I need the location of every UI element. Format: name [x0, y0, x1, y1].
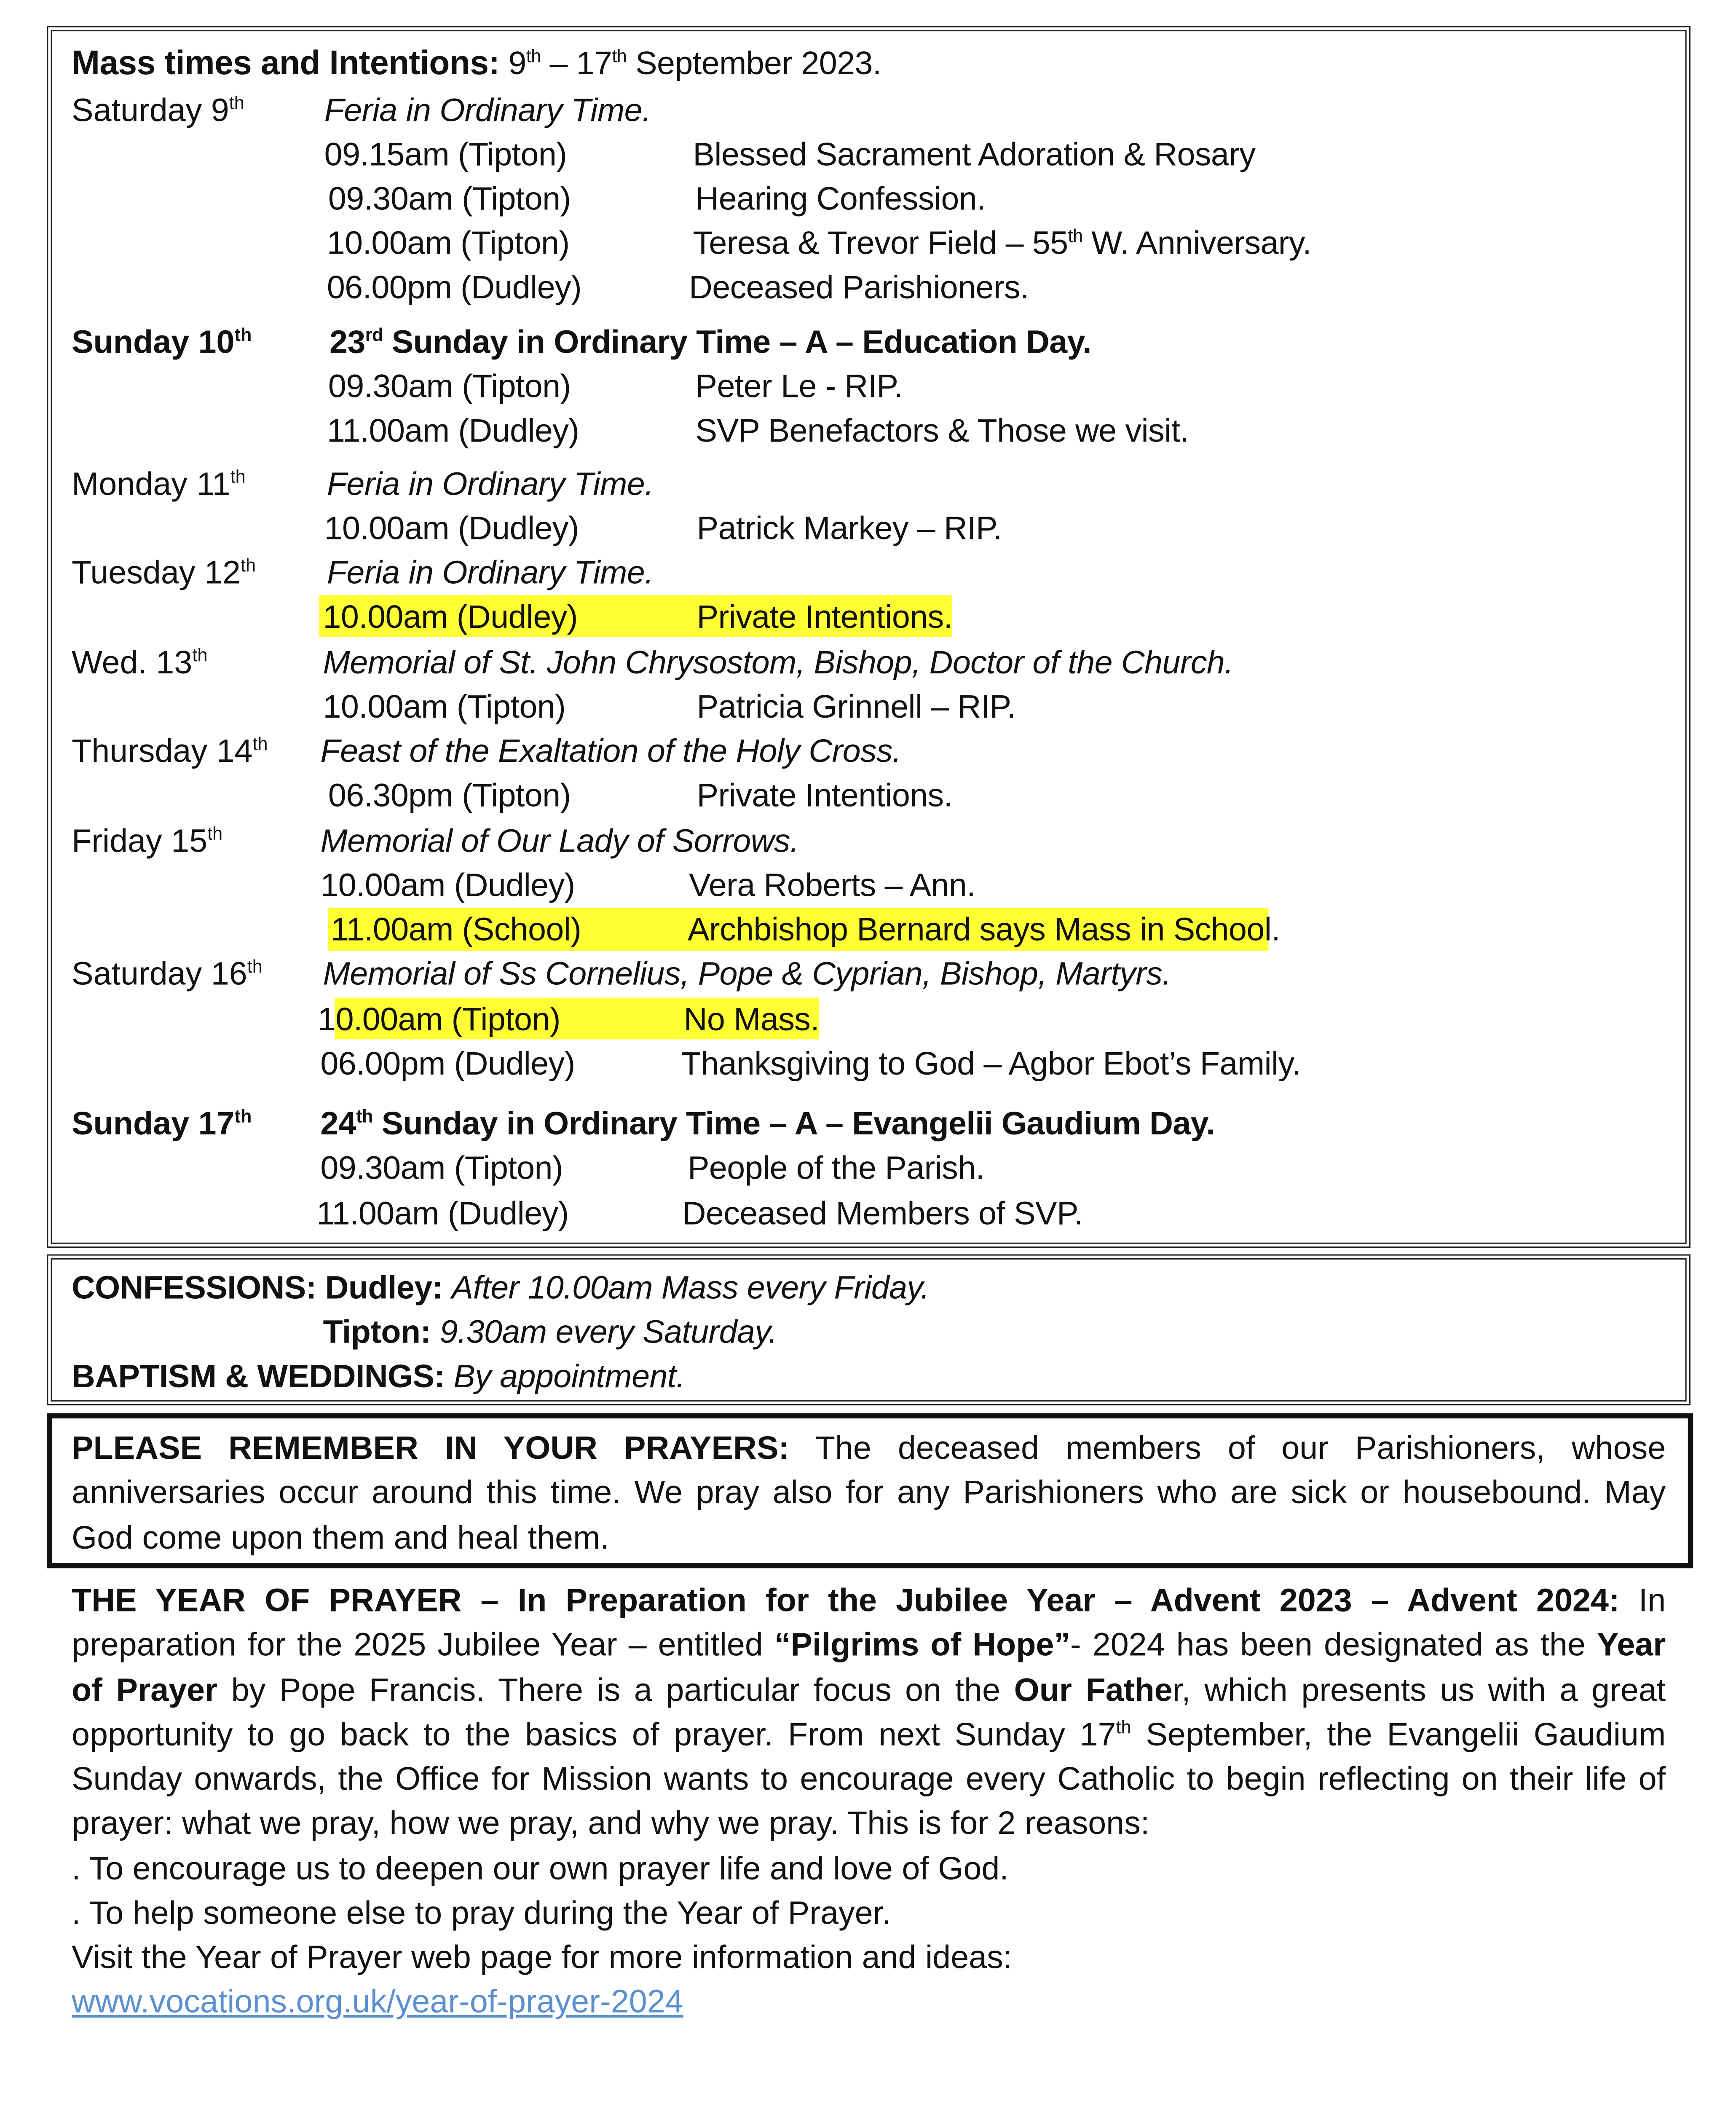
text-span: W. Anniversary. [1082, 225, 1312, 262]
dudley-text: After 10.00am Mass every Friday. [451, 1270, 930, 1307]
ordinal-suffix: th [240, 554, 256, 576]
day-label [72, 952, 263, 996]
mass-intention [688, 908, 1280, 952]
ordinal-suffix: th [1116, 1716, 1131, 1737]
mass-time: 11.00am (School) [331, 911, 581, 949]
ordinal-suffix: rd [365, 324, 383, 345]
text-span: by Pope Francis. There is a particular focus on the [217, 1672, 1014, 1709]
text-span: Saturday 16 [71, 956, 247, 993]
mass-intention: Blessed Sacrament Adoration & Rosary [693, 137, 1256, 174]
text-span: Sunday 17 [71, 1106, 235, 1142]
baptism-weddings [72, 1355, 685, 1399]
prayers-text: The deceased members of our Parishioners, whose anniversaries occur around this time. We pray also for any Parishioners who are sick or housebound. May God come upon them and heal them. [71, 1430, 1666, 1556]
text-span: Sunday 10 [71, 324, 235, 361]
dudley-label: Dudley: [325, 1270, 443, 1307]
ordinal-suffix: th [207, 823, 223, 844]
day-label [72, 641, 208, 685]
confessions-label: CONFESSIONS: [71, 1270, 316, 1307]
day-description [320, 1102, 1215, 1146]
day-description: Feria in Ordinary Time. [324, 92, 651, 129]
mass-intention: Patricia Grinnell – RIP. [697, 689, 1016, 726]
day-description: Feria in Ordinary Time. [327, 555, 654, 592]
day-description: Feria in Ordinary Time. [327, 466, 654, 503]
day-description: Feast of the Exaltation of the Holy Cross. [320, 733, 901, 770]
text-span: Teresa & Trevor Field – 55 [693, 225, 1068, 262]
text-span: r, which presents us with a great opportunity to go back to the basics of prayer. From next Sunday 17 [71, 1672, 1666, 1753]
tipton-text: 9.30am every Saturday. [439, 1314, 777, 1351]
our-father-term: Our Fathe [1014, 1672, 1173, 1709]
mass-title-date-end: – 17 [541, 46, 612, 82]
text-span: 24 [320, 1106, 356, 1142]
mass-intention: Private Intentions. [697, 777, 953, 814]
text-span: Friday 15 [71, 823, 208, 860]
mass-time: 11.00am (Dudley) [327, 413, 579, 450]
day-description: Memorial of St. John Chrysostom, Bishop, Doctor of the Church. [323, 644, 1234, 681]
mass-time: 09.30am (Tipton) [328, 368, 571, 405]
mass-intention: No Mass. [683, 1001, 820, 1038]
mass-time: 10.00am (Dudley) [323, 599, 578, 636]
mass-time: 10.00am (Dudley) [320, 867, 575, 904]
mass-times-title [72, 40, 881, 86]
day-description: Memorial of Ss Cornelius, Pope & Cyprian, Bishop, Martyrs. [323, 956, 1171, 993]
day-label [72, 819, 222, 863]
text-span: 1 [318, 1001, 336, 1038]
ordinal-suffix: th [229, 92, 244, 113]
mass-intention: Patrick Markey – RIP. [697, 510, 1002, 547]
mass-time: 06.30pm (Tipton) [328, 777, 571, 814]
text-span: Wed. 13 [71, 644, 193, 681]
day-label [72, 551, 256, 595]
baptism-text: By appointment. [453, 1358, 685, 1395]
ordinal-suffix: th [247, 955, 263, 977]
mass-intention: SVP Benefactors & Those we visit. [695, 413, 1189, 450]
mass-time: 10.00am (Tipton) [323, 689, 566, 726]
mass-intention: Deceased Parishioners. [689, 269, 1029, 306]
year-of-prayer-paragraph [72, 1579, 1666, 1847]
baptism-label: BAPTISM & WEDDINGS: [71, 1358, 445, 1395]
text-span: Sunday in Ordinary Time – A – Evangelii Gaudium Day. [372, 1106, 1215, 1142]
ordinal-suffix: th [1068, 225, 1083, 246]
mass-time: 11.00am (Dudley) [316, 1196, 569, 1232]
ordinal-suffix: th [234, 1105, 252, 1126]
mass-time: 09.15am (Tipton) [324, 137, 567, 174]
text-span: . [1271, 911, 1281, 949]
day-label [72, 320, 252, 365]
year-of-prayer-term: Year of Prayer [71, 1627, 1666, 1709]
mass-time: 06.00pm (Dudley) [320, 1045, 575, 1083]
prayers-label: PLEASE REMEMBER IN YOUR PRAYERS: [71, 1430, 790, 1467]
year-of-prayer-heading: THE YEAR OF PRAYER – In Preparation for the Jubilee Year – Advent 2023 – Advent 2024: [71, 1582, 1620, 1619]
text-span: Saturday 9 [71, 92, 229, 129]
day-label [72, 729, 268, 774]
mass-time: 06.00pm (Dudley) [327, 269, 582, 306]
mass-time: 10.00am (Tipton) [327, 225, 570, 262]
day-label [72, 462, 246, 507]
text-span: September, the Evangelii Gaudium Sunday onwards, the Office for Mission wants to encourage every Catholic to begin reflecting on their life of prayer: what we pray, how we pray, and why we pray. This is for 2 reasons: [71, 1716, 1666, 1843]
text-span: - 2024 has been designated as the [1070, 1627, 1597, 1664]
text-span: 0.00am (Tipton) [335, 1001, 560, 1038]
day-description [330, 320, 1091, 365]
ordinal-suffix: th [252, 733, 268, 754]
mass-intention: Deceased Members of SVP. [682, 1196, 1083, 1232]
mass-intention [693, 221, 1311, 265]
prayers-paragraph [72, 1426, 1666, 1560]
mass-intention: Vera Roberts – Ann. [689, 867, 975, 904]
mass-time [318, 998, 560, 1042]
reason-1: . To encourage us to deepen our own prayer life and love of God. [71, 1851, 1009, 1887]
day-label [72, 1102, 252, 1146]
text-span: Sunday in Ordinary Time – A – Education Day. [383, 324, 1092, 361]
day-label [72, 88, 244, 133]
reason-2: . To help someone else to pray during the Year of Prayer. [71, 1895, 891, 1932]
mass-title-date-start: 9 [508, 46, 526, 82]
mass-time: 09.30am (Tipton) [320, 1150, 563, 1187]
mass-intention: People of the Parish. [687, 1150, 985, 1187]
day-description: Memorial of Our Lady of Sorrows. [320, 823, 799, 860]
confessions-tipton [323, 1310, 777, 1354]
mass-intention: Hearing Confession. [695, 181, 986, 218]
mass-intention: Private Intentions. [697, 599, 953, 636]
text-span: In preparation for the 2025 Jubilee Year – entitled [71, 1582, 1666, 1664]
ordinal-suffix: th [356, 1105, 373, 1126]
text-span: Thursday 14 [71, 733, 253, 770]
text-span: Archbishop Bernard says Mass in School [687, 911, 1272, 949]
mass-intention: Thanksgiving to God – Agbor Ebot’s Family. [681, 1045, 1301, 1083]
text-span: Monday 11 [71, 466, 230, 503]
mass-title-sup2: th [612, 45, 627, 66]
mass-intention: Peter Le - RIP. [695, 368, 903, 405]
visit-text: Visit the Year of Prayer web page for more information and ideas: [71, 1939, 1013, 1976]
mass-title-month: September 2023. [627, 46, 881, 82]
pilgrims-of-hope: “Pilgrims of Hope” [774, 1627, 1071, 1664]
ordinal-suffix: th [230, 466, 246, 487]
confessions-dudley [72, 1266, 930, 1310]
mass-time: 09.30am (Tipton) [328, 181, 571, 218]
mass-time: 10.00am (Dudley) [324, 510, 579, 547]
text-span: Tuesday 12 [71, 555, 241, 592]
ordinal-suffix: th [192, 644, 208, 665]
mass-title-label: Mass times and Intentions: [71, 43, 500, 82]
ordinal-suffix: th [234, 324, 252, 345]
year-of-prayer-link[interactable]: www.vocations.org.uk/year-of-prayer-2024 [71, 1984, 683, 2020]
mass-title-sup1: th [526, 45, 541, 66]
tipton-label: Tipton: [323, 1314, 431, 1351]
text-span: 23 [329, 324, 365, 361]
